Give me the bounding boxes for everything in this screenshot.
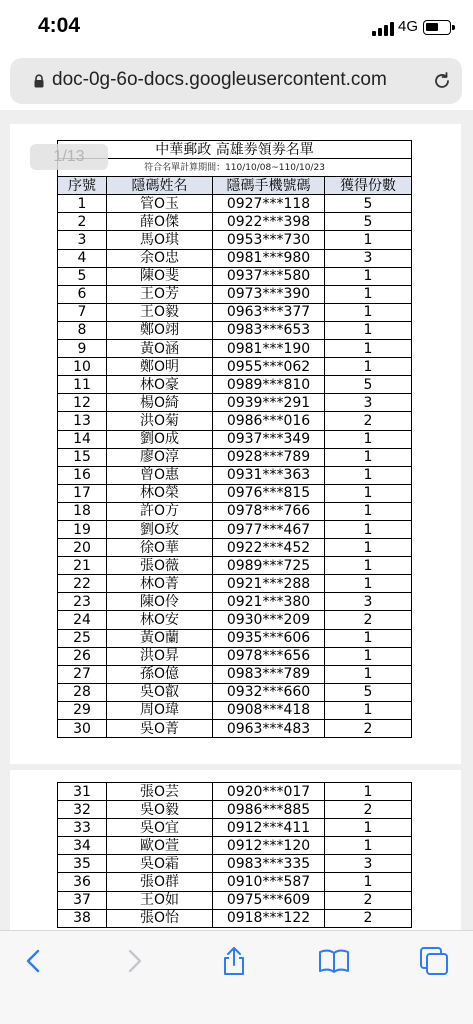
count-cell: 1: [325, 340, 412, 358]
serial-cell: 30: [58, 720, 107, 738]
count-cell: 2: [325, 909, 412, 927]
table-row: [58, 358, 412, 376]
masked-name-cell: 黃O蘭: [107, 629, 213, 647]
table-row: [58, 891, 412, 909]
masked-phone-cell: 0975***609: [213, 891, 325, 909]
roster-table: [57, 140, 412, 738]
serial-cell: 18: [58, 502, 107, 520]
count-cell: 5: [325, 683, 412, 701]
bookmarks-button[interactable]: [316, 943, 352, 979]
masked-phone-cell: 0963***483: [213, 720, 325, 738]
masked-name-cell: 馬O琪: [107, 231, 213, 249]
masked-phone-cell: 0939***291: [213, 394, 325, 412]
tabs-icon: [416, 943, 452, 979]
table-row: [58, 873, 412, 891]
count-cell: 2: [325, 412, 412, 430]
masked-phone-cell: 0935***606: [213, 629, 325, 647]
table-row: [58, 855, 412, 873]
masked-name-cell: 林O菁: [107, 575, 213, 593]
masked-phone-cell: 0989***810: [213, 376, 325, 394]
count-cell: 1: [325, 267, 412, 285]
table-row: [58, 321, 412, 339]
column-header-name: 隱碼姓名: [107, 177, 213, 195]
book-icon: [316, 943, 352, 979]
masked-name-cell: 吳O叡: [107, 683, 213, 701]
share-button[interactable]: [216, 943, 252, 979]
count-cell: 1: [325, 321, 412, 339]
table-row: [58, 448, 412, 466]
masked-name-cell: 薛O傑: [107, 213, 213, 231]
table-row: [58, 647, 412, 665]
count-cell: 1: [325, 783, 412, 801]
masked-name-cell: 徐O華: [107, 539, 213, 557]
table-row: [58, 394, 412, 412]
count-cell: 1: [325, 701, 412, 719]
masked-name-cell: 洪O昇: [107, 647, 213, 665]
serial-cell: 27: [58, 665, 107, 683]
document-title: 中華郵政 高雄劵領劵名單: [58, 141, 412, 159]
count-cell: 1: [325, 575, 412, 593]
masked-name-cell: 張O怡: [107, 909, 213, 927]
count-cell: 1: [325, 430, 412, 448]
count-cell: 3: [325, 855, 412, 873]
count-cell: 1: [325, 819, 412, 837]
masked-phone-cell: 0921***380: [213, 593, 325, 611]
count-cell: 1: [325, 466, 412, 484]
table-row: [58, 575, 412, 593]
masked-name-cell: 吳O毅: [107, 801, 213, 819]
forward-button[interactable]: [116, 943, 152, 979]
serial-cell: 4: [58, 249, 107, 267]
masked-name-cell: 王O芳: [107, 285, 213, 303]
masked-phone-cell: 0930***209: [213, 611, 325, 629]
masked-phone-cell: 0920***017: [213, 783, 325, 801]
serial-cell: 24: [58, 611, 107, 629]
table-row: [58, 502, 412, 520]
count-cell: 1: [325, 358, 412, 376]
masked-phone-cell: 0918***122: [213, 909, 325, 927]
count-cell: 1: [325, 303, 412, 321]
table-row: [58, 412, 412, 430]
masked-name-cell: 王O毅: [107, 303, 213, 321]
table-row: [58, 466, 412, 484]
serial-cell: 6: [58, 285, 107, 303]
table-row: [58, 701, 412, 719]
table-row: [58, 539, 412, 557]
masked-phone-cell: 0928***789: [213, 448, 325, 466]
serial-cell: 7: [58, 303, 107, 321]
table-row: [58, 285, 412, 303]
document-page-2: [10, 770, 461, 930]
masked-name-cell: 鄭O明: [107, 358, 213, 376]
serial-cell: 32: [58, 801, 107, 819]
table-row: [58, 484, 412, 502]
table-row: [58, 213, 412, 231]
serial-cell: 22: [58, 575, 107, 593]
table-row: [58, 665, 412, 683]
table-row: [58, 430, 412, 448]
address-bar[interactable]: [10, 58, 462, 104]
count-cell: 5: [325, 376, 412, 394]
masked-name-cell: 林O豪: [107, 376, 213, 394]
column-header-phone: 隱碼手機號碼: [213, 177, 325, 195]
table-row: [58, 340, 412, 358]
table-row: [58, 783, 412, 801]
reload-icon[interactable]: [430, 69, 454, 93]
masked-name-cell: 張O芸: [107, 783, 213, 801]
serial-cell: 17: [58, 484, 107, 502]
count-cell: 5: [325, 195, 412, 213]
masked-name-cell: 林O安: [107, 611, 213, 629]
masked-phone-cell: 0921***288: [213, 575, 325, 593]
serial-cell: 16: [58, 466, 107, 484]
serial-cell: 8: [58, 321, 107, 339]
table-row: [58, 819, 412, 837]
cellular-signal-icon: [372, 22, 394, 36]
table-row: [58, 593, 412, 611]
serial-cell: 21: [58, 557, 107, 575]
masked-phone-cell: 0978***656: [213, 647, 325, 665]
masked-name-cell: 孫O億: [107, 665, 213, 683]
masked-name-cell: 楊O綺: [107, 394, 213, 412]
status-bar: [0, 0, 473, 56]
network-type: 4G: [398, 18, 419, 35]
masked-phone-cell: 0977***467: [213, 520, 325, 538]
chevron-right-icon: [116, 943, 152, 979]
serial-cell: 11: [58, 376, 107, 394]
count-cell: 2: [325, 611, 412, 629]
masked-phone-cell: 0986***885: [213, 801, 325, 819]
serial-cell: 34: [58, 837, 107, 855]
count-cell: 2: [325, 891, 412, 909]
masked-phone-cell: 0937***580: [213, 267, 325, 285]
table-row: [58, 611, 412, 629]
roster-table-continued: [57, 782, 412, 928]
masked-phone-cell: 0953***730: [213, 231, 325, 249]
battery-icon: [423, 20, 451, 35]
serial-cell: 20: [58, 539, 107, 557]
masked-phone-cell: 0937***349: [213, 430, 325, 448]
masked-name-cell: 管O玉: [107, 195, 213, 213]
masked-phone-cell: 0989***725: [213, 557, 325, 575]
serial-cell: 15: [58, 448, 107, 466]
count-cell: 1: [325, 557, 412, 575]
serial-cell: 13: [58, 412, 107, 430]
serial-cell: 2: [58, 213, 107, 231]
masked-phone-cell: 0927***118: [213, 195, 325, 213]
serial-cell: 37: [58, 891, 107, 909]
count-cell: 1: [325, 502, 412, 520]
serial-cell: 3: [58, 231, 107, 249]
masked-name-cell: 許O方: [107, 502, 213, 520]
count-cell: 3: [325, 249, 412, 267]
count-cell: 1: [325, 647, 412, 665]
serial-cell: 29: [58, 701, 107, 719]
masked-name-cell: 劉O成: [107, 430, 213, 448]
masked-phone-cell: 0981***190: [213, 340, 325, 358]
serial-cell: 10: [58, 358, 107, 376]
masked-name-cell: 陳O伶: [107, 593, 213, 611]
masked-phone-cell: 0978***766: [213, 502, 325, 520]
masked-name-cell: 余O忠: [107, 249, 213, 267]
document-page-1: [10, 124, 461, 764]
count-cell: 1: [325, 873, 412, 891]
count-cell: 1: [325, 484, 412, 502]
page-indicator: 1/13: [30, 144, 108, 170]
table-header: [58, 177, 412, 195]
table-row: [58, 520, 412, 538]
serial-cell: 25: [58, 629, 107, 647]
serial-cell: 5: [58, 267, 107, 285]
masked-phone-cell: 0981***980: [213, 249, 325, 267]
masked-name-cell: 王O如: [107, 891, 213, 909]
table-row: [58, 801, 412, 819]
table-row: [58, 267, 412, 285]
serial-cell: 14: [58, 430, 107, 448]
table-row: [58, 195, 412, 213]
serial-cell: 35: [58, 855, 107, 873]
masked-phone-cell: 0922***452: [213, 539, 325, 557]
count-cell: 1: [325, 629, 412, 647]
table-row: [58, 303, 412, 321]
count-cell: 2: [325, 801, 412, 819]
serial-cell: 33: [58, 819, 107, 837]
chevron-left-icon: [16, 943, 52, 979]
count-cell: 2: [325, 720, 412, 738]
table-row: [58, 683, 412, 701]
table-row: [58, 720, 412, 738]
serial-cell: 23: [58, 593, 107, 611]
count-cell: 3: [325, 593, 412, 611]
count-cell: 5: [325, 213, 412, 231]
calculation-period: 符合名單計算期間：110/10/08~110/10/23: [58, 159, 412, 177]
masked-name-cell: 吳O宜: [107, 819, 213, 837]
table-row: [58, 629, 412, 647]
masked-name-cell: 陳O斐: [107, 267, 213, 285]
serial-cell: 28: [58, 683, 107, 701]
masked-name-cell: 黃O涵: [107, 340, 213, 358]
table-row: [58, 557, 412, 575]
masked-phone-cell: 0908***418: [213, 701, 325, 719]
masked-phone-cell: 0963***377: [213, 303, 325, 321]
masked-name-cell: 林O榮: [107, 484, 213, 502]
masked-name-cell: 張O群: [107, 873, 213, 891]
masked-name-cell: 劉O玫: [107, 520, 213, 538]
serial-cell: 12: [58, 394, 107, 412]
status-time: 4:04: [38, 14, 81, 37]
masked-name-cell: 洪O菊: [107, 412, 213, 430]
count-cell: 1: [325, 285, 412, 303]
count-cell: 3: [325, 394, 412, 412]
count-cell: 1: [325, 231, 412, 249]
table-row: [58, 231, 412, 249]
masked-name-cell: 曾O惠: [107, 466, 213, 484]
table-row: [58, 249, 412, 267]
document-viewer[interactable]: [0, 110, 473, 930]
masked-phone-cell: 0983***653: [213, 321, 325, 339]
masked-phone-cell: 0973***390: [213, 285, 325, 303]
table-row: [58, 837, 412, 855]
column-header-count: 獲得份數: [325, 177, 412, 195]
masked-phone-cell: 0910***587: [213, 873, 325, 891]
masked-phone-cell: 0932***660: [213, 683, 325, 701]
count-cell: 1: [325, 520, 412, 538]
count-cell: 1: [325, 448, 412, 466]
share-icon: [216, 943, 252, 979]
lock-icon: [32, 74, 46, 88]
masked-phone-cell: 0983***335: [213, 855, 325, 873]
count-cell: 1: [325, 665, 412, 683]
masked-name-cell: 廖O淳: [107, 448, 213, 466]
serial-cell: 9: [58, 340, 107, 358]
column-header-serial: 序號: [58, 177, 107, 195]
masked-phone-cell: 0931***363: [213, 466, 325, 484]
url-text[interactable]: doc-0g-6o-docs.googleusercontent.com: [52, 69, 387, 90]
serial-cell: 36: [58, 873, 107, 891]
masked-name-cell: 吳O霜: [107, 855, 213, 873]
masked-name-cell: 周O瑋: [107, 701, 213, 719]
serial-cell: 1: [58, 195, 107, 213]
browser-toolbar: [0, 930, 473, 1024]
masked-phone-cell: 0922***398: [213, 213, 325, 231]
masked-name-cell: 張O薇: [107, 557, 213, 575]
table-row: [58, 376, 412, 394]
back-button[interactable]: [16, 943, 52, 979]
masked-name-cell: 吳O菁: [107, 720, 213, 738]
serial-cell: 26: [58, 647, 107, 665]
tabs-button[interactable]: [416, 943, 452, 979]
masked-phone-cell: 0912***120: [213, 837, 325, 855]
serial-cell: 19: [58, 520, 107, 538]
masked-name-cell: 鄭O翊: [107, 321, 213, 339]
masked-name-cell: 歐O萱: [107, 837, 213, 855]
table-row: [58, 909, 412, 927]
serial-cell: 38: [58, 909, 107, 927]
masked-phone-cell: 0983***789: [213, 665, 325, 683]
count-cell: 1: [325, 837, 412, 855]
masked-phone-cell: 0912***411: [213, 819, 325, 837]
masked-phone-cell: 0976***815: [213, 484, 325, 502]
serial-cell: 31: [58, 783, 107, 801]
masked-phone-cell: 0986***016: [213, 412, 325, 430]
masked-phone-cell: 0955***062: [213, 358, 325, 376]
count-cell: 1: [325, 539, 412, 557]
